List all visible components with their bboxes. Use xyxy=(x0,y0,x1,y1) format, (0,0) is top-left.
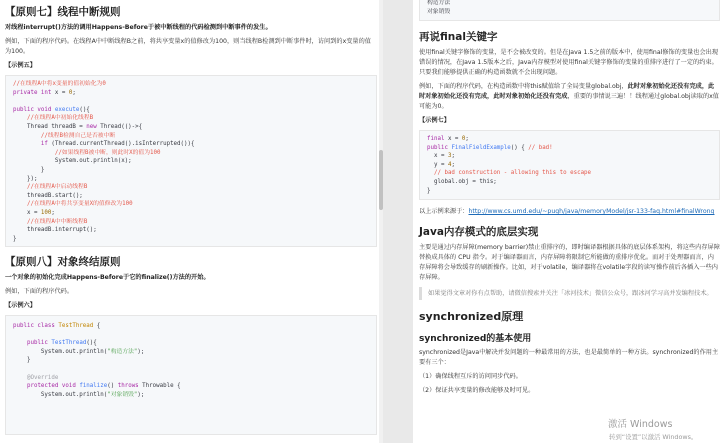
code-token: finalize xyxy=(79,383,108,390)
code-line xyxy=(13,322,376,331)
source-label: 以上示例来源于： xyxy=(419,208,469,215)
code-token: x = xyxy=(427,153,448,160)
code-token: public xyxy=(427,144,452,151)
follow-quote: 如果觉得文章对你有点帮助，请微信搜索并关注「冰河技术」微信公众号，跟冰河学习高并发编程技术。 xyxy=(419,287,720,300)
code-token: Thread(()->{ xyxy=(100,123,143,130)
code-line xyxy=(427,169,719,178)
code-token: } xyxy=(427,187,431,194)
code-line xyxy=(427,178,719,187)
code-token: 3 xyxy=(447,153,452,160)
heading-synchronized-principle: synchronized原理 xyxy=(419,310,524,323)
code-token: ; xyxy=(465,136,469,142)
code-line xyxy=(13,218,376,227)
code-token xyxy=(13,375,27,381)
rule-8-statement: 一个对象的初始化完成Happens-Before于它的finalize()方法的开始。 xyxy=(5,274,210,281)
code-token: //在线程A中启动线程B xyxy=(26,184,88,191)
windows-activation-watermark-subtitle: 转到“设置”以激活 Windows。 xyxy=(609,433,698,441)
code-line xyxy=(13,106,376,115)
code-token: if xyxy=(40,141,52,148)
code-token xyxy=(13,150,55,156)
code-token: (){ xyxy=(86,340,97,347)
code-line xyxy=(427,144,719,153)
final-paragraph-2-a: 例如，下面的程序代码，在构造函数中将this赋值给了全局变量global.obj， xyxy=(419,83,628,90)
code-line xyxy=(13,356,376,365)
right-document-pane xyxy=(413,0,720,443)
example-5-label: 【示例五】 xyxy=(5,62,36,69)
final-paragraph-2-c: ，重要的事情说三遍！！线程通过global.obj读取的x值可能为0。 xyxy=(419,93,719,110)
code-token: }); xyxy=(13,175,38,182)
code-line xyxy=(427,187,719,196)
code-line xyxy=(13,166,376,175)
rule-7-description: 例如，下面的程序代码。在线程A中中断线程B之前，将共享变量x的值修改为100，则当线程B检测到中断事件时，访问到的x变量的值为100。 xyxy=(5,38,371,55)
code-token: () xyxy=(107,383,118,390)
code-token: private int xyxy=(13,89,55,96)
heading-memory-model-impl: Java内存模式的底层实现 xyxy=(419,226,539,238)
code-token: final xyxy=(427,136,448,142)
code-token: Thread threadB = xyxy=(13,123,87,130)
code-token xyxy=(13,383,27,389)
code-line xyxy=(13,331,376,340)
output-line: 构造方法 xyxy=(427,0,451,6)
code-token: { xyxy=(96,323,101,329)
code-token: execute xyxy=(54,106,80,113)
code-line xyxy=(13,209,376,218)
heading-final-keyword: 再说final关键字 xyxy=(419,31,498,43)
code-token: 0 xyxy=(68,89,73,96)
example-7-code-block xyxy=(419,130,720,200)
code-token: () { xyxy=(510,144,529,151)
code-line xyxy=(13,157,376,166)
code-line xyxy=(13,140,376,149)
code-line xyxy=(13,226,376,235)
code-token: //在线程A中初始化线程B xyxy=(26,115,94,122)
example-7-label: 【示例七】 xyxy=(419,117,450,124)
code-line xyxy=(427,135,719,144)
rule-8-description: 例如，下面的程序代码。 xyxy=(5,288,74,295)
source-link[interactable]: http://www.cs.umd.edu/~pugh/java/memoryModel/jsr-133-faq.html#finalWrong xyxy=(468,208,715,215)
output-line: 对象销毁 xyxy=(427,8,451,15)
code-token xyxy=(13,201,27,207)
code-token: System.out.println( xyxy=(13,348,108,355)
example-5-code-block xyxy=(5,75,377,247)
code-token: ; xyxy=(451,161,455,168)
synchronized-paragraph: synchronized是Java中解决并发问题的一种最常用的方法，也是最简单的一种方法。synchronized的作用主要有三个： xyxy=(419,349,719,366)
synchronized-item-2: （2）保证共享变量的修改能够及时可见。 xyxy=(419,387,535,394)
code-token: 100 xyxy=(40,209,52,216)
code-line xyxy=(427,152,719,161)
code-token: //在线程A中将x变量的值初始化为0 xyxy=(13,81,106,87)
code-token: @Override xyxy=(26,374,59,381)
final-paragraph-2-bold: 此时对象初始化还没有完成，此时对象初始化还没有完成，此时对象初始化还没有完成 xyxy=(419,83,715,100)
code-token: "对象销毁" xyxy=(107,391,138,398)
code-token: ; xyxy=(72,89,76,96)
code-line xyxy=(13,183,376,192)
code-token: public xyxy=(26,340,52,347)
code-line xyxy=(13,348,376,357)
code-token: x = xyxy=(54,89,69,96)
code-line xyxy=(13,149,376,158)
code-token xyxy=(427,170,434,176)
code-line xyxy=(13,114,376,123)
code-token: 0 xyxy=(461,136,466,142)
code-token: // bad! xyxy=(528,144,553,151)
code-token: //如果线程B被中断，则此时X的值为100 xyxy=(54,149,161,156)
code-token: //线程B检测自己是否被中断 xyxy=(40,132,116,139)
code-token: threadB.interrupt(); xyxy=(13,227,97,234)
code-token xyxy=(13,141,41,147)
code-token: } xyxy=(13,357,31,364)
code-token: // bad construction - allowing this to escape xyxy=(433,170,592,177)
code-token: "构造方法" xyxy=(107,348,138,355)
code-token: } xyxy=(13,235,17,242)
code-line xyxy=(13,365,376,374)
code-token: protected void xyxy=(26,383,80,390)
code-token: global.obj = this; xyxy=(427,178,497,185)
code-token: //在线程A中将共享变量X的值修改为100 xyxy=(26,201,133,208)
code-token: FinalFieldExample xyxy=(451,144,511,151)
code-line xyxy=(13,132,376,141)
code-token: TestThread xyxy=(58,323,97,329)
code-token: (Thread.currentThread().isInterrupted()){ xyxy=(51,141,195,148)
code-token: threadB.start(); xyxy=(13,192,83,199)
code-token: public class xyxy=(13,323,59,329)
code-token: ); xyxy=(137,391,145,398)
code-token: x = xyxy=(13,209,41,216)
code-line xyxy=(13,89,376,98)
source-line xyxy=(419,207,720,217)
code-token: System.out.println(x); xyxy=(13,158,132,165)
code-token: ; xyxy=(51,209,55,216)
code-token: ; xyxy=(451,153,455,160)
output-code-block xyxy=(419,0,720,21)
heading-rule-8: 【原则八】对象终结原则 xyxy=(5,256,121,268)
code-token: x = xyxy=(447,136,462,142)
code-line xyxy=(13,339,376,348)
code-token: new xyxy=(86,123,101,130)
final-paragraph-2 xyxy=(419,82,720,112)
code-line xyxy=(13,97,376,106)
code-token: (){ xyxy=(79,106,90,113)
final-paragraph-1: 使用final关键字修饰的变量，是不会被改变的。但是在Java 1.5之前的版本中，使用final修饰的变量也会出现错误的情况，在Java 1.5版本之后，Java内存模型对使用final关键字修饰的变量的重排序进行了一定的约束。只要我们能够提供正确的构造函数就不会出现问题。 xyxy=(419,49,719,76)
code-line xyxy=(13,391,376,400)
code-line xyxy=(13,235,376,244)
code-line xyxy=(13,80,376,89)
code-line xyxy=(13,200,376,209)
code-token xyxy=(13,219,27,225)
code-token: ); xyxy=(137,348,145,355)
example-6-code-block xyxy=(5,315,377,435)
code-line xyxy=(13,382,376,391)
code-line xyxy=(13,175,376,184)
code-line xyxy=(427,161,719,170)
code-token: public void xyxy=(13,106,55,113)
code-token: TestThread xyxy=(51,340,87,347)
code-token: throws xyxy=(117,383,143,390)
code-token: //在线程A中中断线程B xyxy=(26,218,88,225)
code-line xyxy=(13,374,376,383)
code-token: 4 xyxy=(447,161,452,168)
code-token xyxy=(13,115,27,121)
heading-synchronized-usage: synchronized的基本使用 xyxy=(419,334,532,344)
code-token xyxy=(13,133,41,139)
code-token: } xyxy=(13,166,45,173)
windows-activation-watermark-title: 激活 Windows xyxy=(608,419,673,430)
heading-rule-7: 【原则七】线程中断规则 xyxy=(5,6,121,18)
code-token: Throwable { xyxy=(142,383,181,390)
code-line xyxy=(13,123,376,132)
memory-model-paragraph: 主要是通过内存屏障(memory barrier)禁止重排序的，即时编译器根据具体的底层体系架构，将这些内存屏障替换成具体的 CPU 指令。对于编译器而言，内存屏障将限制它所能做的重排序优化。而对于处理器而言，内存屏障将会导致缓存的刷新操作。比如，对于volatile，编译器将在volatile字段的读写操作前后各插入一些内存屏障。 xyxy=(419,244,720,281)
code-token xyxy=(13,340,27,346)
example-6-label: 【示例六】 xyxy=(5,302,36,309)
pane-gutter xyxy=(383,0,413,443)
code-token xyxy=(13,184,27,190)
code-line xyxy=(13,192,376,201)
code-token: y = xyxy=(427,161,448,168)
rule-7-statement: 对线程interrupt()方法的调用Happens-Before于被中断线程的代码检测到中断事件的发生。 xyxy=(5,24,272,31)
code-token: System.out.println( xyxy=(13,391,108,398)
synchronized-item-1: （1）确保线程互斥的访问同步代码。 xyxy=(419,373,522,380)
